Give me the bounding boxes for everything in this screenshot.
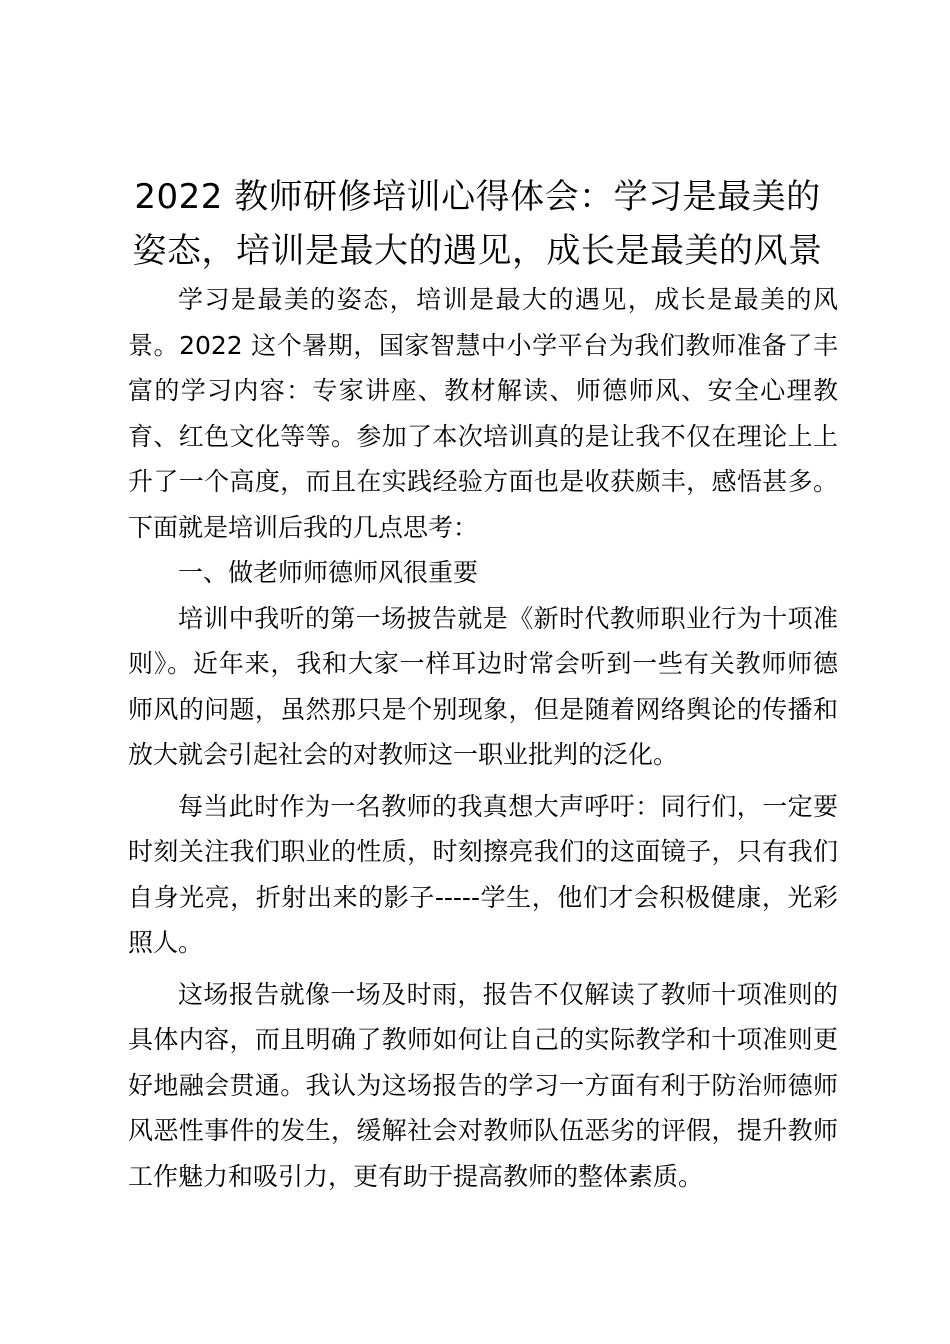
paragraph-appeal: 每当此时作为一名教师的我真想大声呼吁：同行们，一定要时刻关注我们职业的性质，时刻擦亮我们的这面镜子，只有我们自身光亮，折射出来的影子-----学生，他们才会积极健康，光彩照人。 <box>128 791 838 957</box>
paragraph-intro: 学习是最美的姿态，培训是最大的遇见，成长是最美的风景。2022 这个暑期，国家智慧中小学平台为我们教师准备了丰富的学习内容：专家讲座、教材解读、师德师风、安全心理教育、红色文化等等。参加了本次培训真的是让我不仅在理论上上升了一个高度，而且在实践经验方面也是收获颇丰，感悟甚多。下面就是培训后我的几点思考： <box>128 285 838 542</box>
document-title: 2022 教师研修培训心得体会：学习是最美的姿态，培训是最大的遇见，成长是最美的风景 <box>132 177 823 271</box>
document-body <box>128 277 838 1199</box>
paragraph-conclusion: 这场报告就像一场及时雨，报告不仅解读了教师十项准则的具体内容，而且明确了教师如何让自己的实际教学和十项准则更好地融会贯通。我认为这场报告的学习一方面有利于防治师德师风恶性事件的发生，缓解社会对教师队伍恶劣的评假，提升教师工作魅力和吸引力，更有助于提高教师的整体素质。 <box>128 979 838 1191</box>
section-heading: 一、做老师师德师风很重要 <box>178 558 479 587</box>
paragraph-report: 培训中我听的第一场披告就是《新时代教师职业行为十项准则》。近年来，我和大家一样耳边时常会听到一些有关教师师德师风的问题，虽然那只是个别现象，但是随着网络舆论的传播和放大就会引起社会的对教师这一职业批判的泛化。 <box>128 603 838 769</box>
